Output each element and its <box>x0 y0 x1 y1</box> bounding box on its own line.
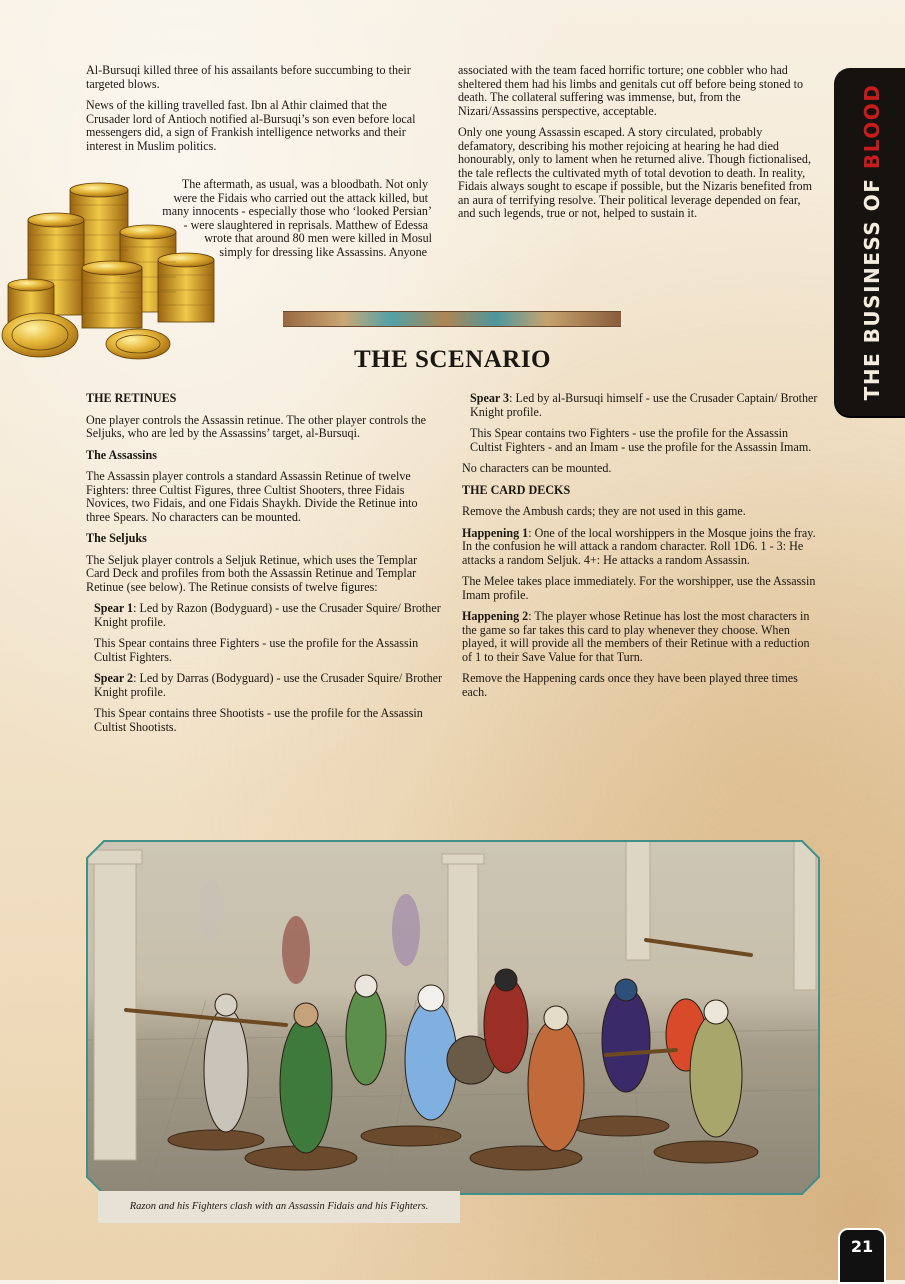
heading-assassins: The Assassins <box>86 447 157 462</box>
spear-2-label: Spear 2 <box>94 671 134 685</box>
happening-2-entry <box>462 610 822 664</box>
scenario-left-column <box>86 392 443 742</box>
wrapped-paragraph <box>86 178 432 259</box>
spear-3-block <box>462 392 822 454</box>
chapter-title-part2: BLOOD <box>860 83 884 170</box>
section-title: THE SCENARIO <box>353 346 551 373</box>
paragraph: Remove the Happening cards once they have been played three times each. <box>462 671 798 699</box>
spear-list <box>86 602 443 734</box>
heading-seljuks: The Seljuks <box>86 531 147 545</box>
spear-3-text: : Led by al-Bursuqi himself - use the Crusader Captain/ Brother Knight profile. <box>470 391 818 419</box>
page-number: 21 <box>850 1237 874 1256</box>
photo-scene <box>86 840 820 1195</box>
text-line: wrote that around 80 men were killed in Mosul <box>204 231 432 245</box>
text-line: simply for dressing like Assassins. Anyone <box>219 244 427 259</box>
paragraph: Al-Bursuqi killed three of his assailants before succumbing to their targeted blows. <box>86 63 411 91</box>
text-line: The aftermath, as usual, was a bloodbath. Not only <box>181 177 428 191</box>
happening-2-label: Happening 2 <box>462 609 529 623</box>
paragraph: No characters can be mounted. <box>462 461 612 475</box>
spear-2-entry <box>94 672 443 699</box>
heading-card-decks: THE CARD DECKS <box>462 482 571 497</box>
spear-2-text: : Led by Darras (Bodyguard) - use the Crusader Squire/ Brother Knight profile. <box>94 671 443 699</box>
paragraph: The Seljuk player controls a Seljuk Retinue, which uses the Templar Card Deck and profiles from both the Assassin Retinue and Templar Retinue (see below). The Retinue consists of twelve figures: <box>86 552 418 594</box>
miniatures-photo <box>86 840 820 1195</box>
paragraph: The Melee takes place immediately. For the worshipper, use the Assassin Imam profile. <box>462 574 816 602</box>
chapter-title-part1: THE BUSINESS OF <box>860 169 884 401</box>
paragraph: This Spear contains two Fighters - use the profile for the Assassin Cultist Fighters - and an Imam - use the profile for the Assassin Imam. <box>470 426 812 454</box>
paragraph: This Spear contains three Fighters - use the profile for the Assassin Cultist Fighters. <box>94 636 419 664</box>
happening-1-label: Happening 1 <box>462 525 529 540</box>
top-right-column <box>458 64 820 229</box>
page-number-tab <box>838 1228 886 1284</box>
ornamental-divider <box>283 311 621 327</box>
spear-3-entry <box>470 392 822 419</box>
paragraph: News of the killing travelled fast. Ibn al Athir claimed that the Crusader lord of Antioch notified al-Bursuqi’s son even before local messengers did, a sign of Frankish intelligence networks and their interest in Muslim politics. <box>86 98 416 153</box>
paragraph: associated with the team faced horrific torture; one cobbler who had sheltered them had his limbs and genitals cut off before being stoned to death. The collateral suffering was immense, but, from the Nizari/Assassins perspective, acceptable. <box>458 63 804 118</box>
spear-1-label: Spear 1 <box>94 601 134 615</box>
happening-1-entry <box>462 527 822 568</box>
paragraph: Only one young Assassin escaped. A story circulated, probably defamatory, describing his mother rejoicing at hearing he had died honourably, only to lament when he returned alive. Though fictionalised, the tale reflects the cultivated myth of total devotion to death. In reality, Fidais always sought to escape if possible, but the Nizaris benefited from an aura of terrifying resolve. Their political leverage depended on fear, and such legends, true or not, helped to sustain it. <box>458 125 812 220</box>
spear-1-entry <box>94 602 443 629</box>
paragraph: Remove the Ambush cards; they are not used in this game. <box>462 504 746 518</box>
text-line: - were slaughtered in reprisals. Matthew of Edessa <box>183 217 428 232</box>
paragraph: One player controls the Assassin retinue. The other player controls the Seljuks, who are led by the Assassins’ target, al-Bursuqi. <box>86 412 426 440</box>
text-line: were the Fidais who carried out the attack killed, but <box>173 190 428 205</box>
happening-2-text: : The player whose Retinue has lost the most characters in the game so far takes this card to play whenever they choose. When played, it will provide all the members of their Retinue with a reduction of 1 to their Save Value for that Turn. <box>462 609 810 664</box>
heading-retinues: THE RETINUES <box>86 391 177 405</box>
scenario-right-column <box>462 392 822 707</box>
spear-1-text: : Led by Razon (Bodyguard) - use the Crusader Squire/ Brother Knight profile. <box>94 601 441 629</box>
paragraph: This Spear contains three Shootists - use the profile for the Assassin Cultist Shootists. <box>94 706 423 734</box>
happening-1-text: : One of the local worshippers in the Mosque joins the fray. In the confusion he will attack a random character. Roll 1D6. 1 - 3: He attacks a random Seljuk. 4+: He attacks a random Assassin. <box>462 525 816 567</box>
text-line: many innocents - especially those who ‘looked Persian’ <box>162 204 432 218</box>
paragraph: The Assassin player controls a standard Assassin Retinue of twelve Fighters: three Cultist Figures, three Cultist Shooters, three Fidais Novices, two Fidais, and one Fidais Shaykh. Divide the Retinue into three Spears. No characters can be mounted. <box>86 469 418 524</box>
spear-3-label: Spear 3 <box>470 391 510 405</box>
top-left-column <box>86 64 431 161</box>
photo-caption: Razon and his Fighters clash with an Assassin Fidais and his Fighters. <box>98 1191 460 1223</box>
